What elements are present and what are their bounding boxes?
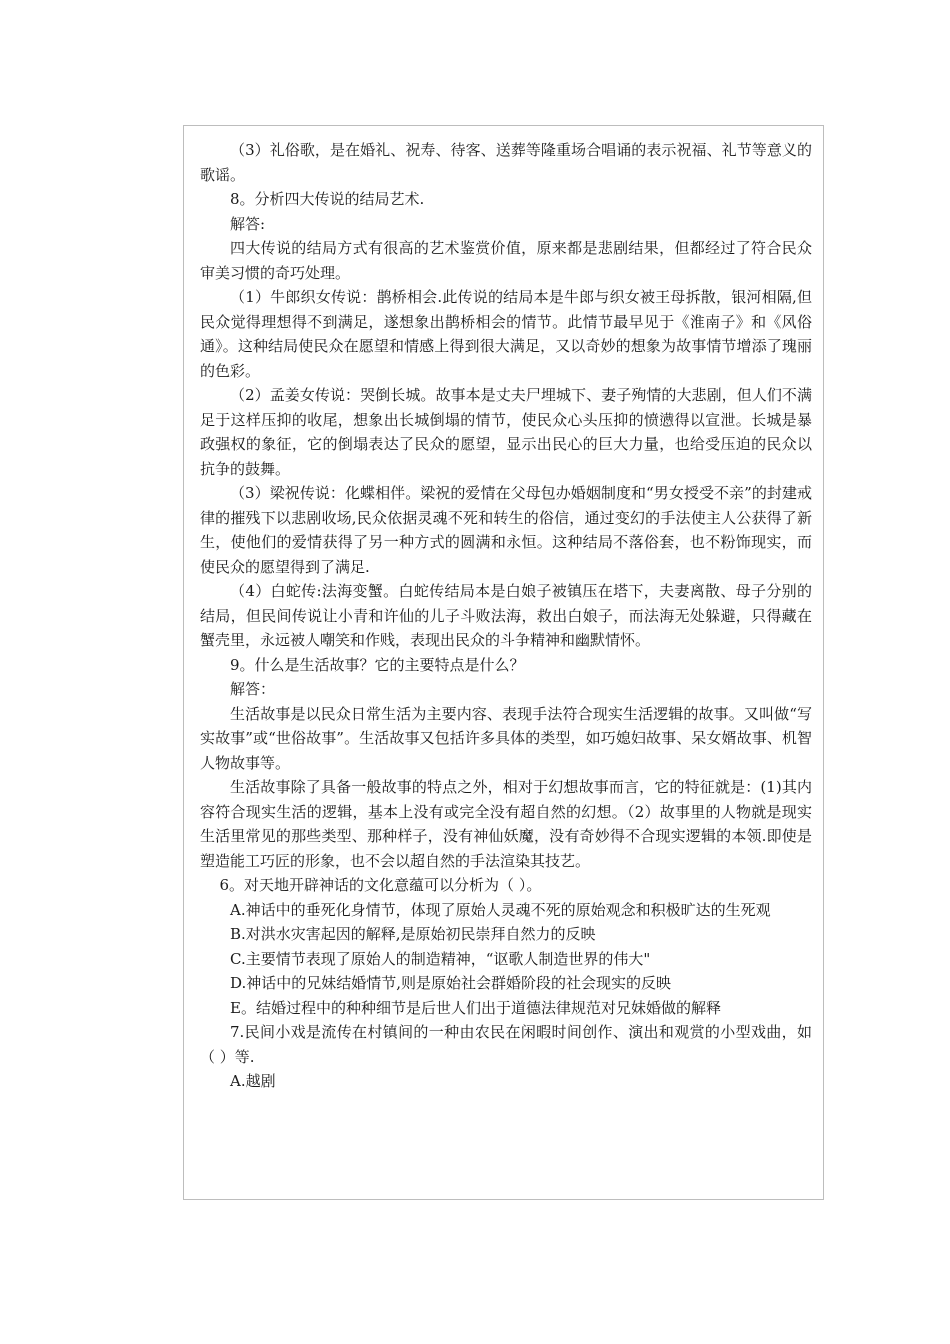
- question-heading: 9。什么是生活故事？它的主要特点是什么？: [230, 655, 525, 674]
- question-heading: 7.民间小戏是流传在村镇间的一种由农民在闲暇时间创作、演出和观赏的小型戏曲，如（ ）等.: [200, 1023, 812, 1066]
- option-item: A.神话中的垂死化身情节，体现了原始人灵魂不死的原始观念和积极旷达的生死观: [230, 900, 771, 919]
- paragraph: （2）孟姜女传说：哭倒长城。故事本是丈夫尸埋城下、妻子殉情的大悲剧，但人们不满足于这样压抑的收尾，想象出长城倒塌的情节，使民众心头压抑的愤懑得以宣泄。长城是暴政强权的象征，它的倒塌表达了民众的愿望，显示出民心的巨大力量，也给受压迫的民众以抗争的鼓舞。: [200, 386, 812, 478]
- answer-label: 解答：: [230, 680, 276, 698]
- option-item: A.越剧: [230, 1072, 276, 1090]
- paragraph: （3）礼俗歌，是在婚礼、祝寿、待客、送葬等隆重场合唱诵的表示祝福、礼节等意义的歌谣。: [200, 141, 812, 184]
- question-heading: 8。分析四大传说的结局艺术.: [230, 190, 425, 208]
- paragraph: （1）牛郎织女传说：鹊桥相会.此传说的结局本是牛郎与织女被王母拆散，银河相隔,但民众觉得理想得不到满足，遂想象出鹊桥相会的情节。此情节最早见于《淮南子》和《风俗通》。这种结局使民众在愿望和情感上得到很大满足，又以奇妙的想象为故事情节增添了瑰丽的色彩。: [200, 288, 812, 380]
- paragraph: （4）白蛇传:法海变蟹。白蛇传结局本是白娘子被镇压在塔下，夫妻离散、母子分别的结局，但民间传说让小青和许仙的儿子斗败法海，救出白娘子，而法海无处躲避，只得藏在蟹壳里，永远被人嘲笑和作贱，表现出民众的斗争精神和幽默情怀。: [200, 582, 812, 649]
- option-item: B.对洪水灾害起因的解释,是原始初民崇拜自然力的反映: [230, 925, 596, 943]
- option-item: C.主要情节表现了原始人的制造精神，“讴歌人制造世界的伟大": [230, 949, 651, 968]
- option-item: E。结婚过程中的种种细节是后世人们出于道德法律规范对兄妹婚做的解释: [230, 998, 721, 1017]
- paragraph: 生活故事除了具备一般故事的特点之外，相对于幻想故事而言，它的特征就是：(1)其内容符合现实生活的逻辑，基本上没有或完全没有超自然的幻想。（2）故事里的人物就是现实生活里常见的那些类型、那种样子，没有神仙妖魔，没有奇妙得不合现实逻辑的本领.即使是塑造能工巧匠的形象，也不会以超自然的手法渲染其技艺。: [200, 778, 812, 870]
- paragraph: 生活故事是以民众日常生活为主要内容、表现手法符合现实生活逻辑的故事。又叫做“写实故事”或“世俗故事”。生活故事又包括许多具体的类型，如巧媳妇故事、呆女婿故事、机智人物故事等。: [200, 704, 812, 772]
- answer-label: 解答:: [230, 214, 266, 233]
- paragraph: 四大传说的结局方式有很高的艺术鉴赏价值，原来都是悲剧结果，但都经过了符合民众审美习惯的奇巧处理。: [200, 239, 812, 282]
- question-heading: 6。对天地开辟神话的文化意蕴可以分析为（ ）。: [219, 876, 542, 894]
- document-body: [200, 138, 812, 1094]
- option-item: D.神话中的兄妹结婚情节,则是原始社会群婚阶段的社会现实的反映: [230, 974, 672, 992]
- paragraph: （3）梁祝传说：化蝶相伴。梁祝的爱情在父母包办婚姻制度和“男女授受不亲”的封建戒律的摧残下以悲剧收场,民众依据灵魂不死和转生的俗信，通过变幻的手法使主人公获得了新生，使他们的爱情获得了另一种方式的圆满和永恒。这种结局不落俗套，也不粉饰现实，而使民众的愿望得到了满足.: [200, 484, 812, 576]
